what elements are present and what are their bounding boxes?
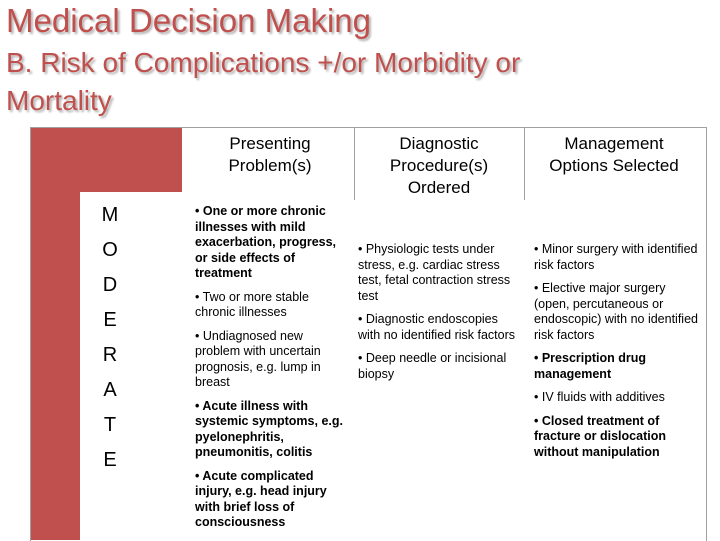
level-letter: E [103, 309, 117, 331]
header-line: Procedure(s) [389, 156, 489, 175]
level-letter: T [103, 414, 117, 436]
list-item: • One or more chronic illnesses with mild exacerbation, progress, or side effects of treatment [195, 204, 337, 280]
header-line: Options Selected [549, 156, 679, 175]
header-line: Problem(s) [228, 156, 312, 175]
header-presenting-problems [186, 133, 354, 177]
list-item: • Deep needle or incisional biopsy [358, 351, 507, 381]
header-management-options [524, 133, 704, 177]
level-letter: D [102, 274, 118, 296]
level-letter: A [103, 379, 117, 401]
level-letter: M [101, 204, 119, 226]
list-item: • Physiologic tests under stress, e.g. cardiac stress test, fetal contraction stress test [358, 242, 511, 303]
list-item: • IV fluids with additives [534, 390, 665, 404]
list-item: • Acute illness with systemic symptoms, e.g. pyelonephritis, pneumonitis, colitis [195, 398, 343, 459]
presenting-problems-list [195, 204, 347, 539]
header-line: Diagnostic [399, 134, 479, 153]
header-line: Management [564, 134, 664, 153]
list-item: • Closed treatment of fracture or dislocation without manipulation [534, 413, 666, 459]
level-letter: E [103, 449, 117, 471]
list-item: • Prescription drug management [534, 351, 647, 381]
diagnostic-procedures-list [358, 242, 520, 390]
level-label-moderate [92, 198, 128, 478]
list-item: • Two or more stable chronic illnesses [195, 289, 309, 319]
level-letter: O [102, 239, 118, 261]
list-item: • Undiagnosed new problem with uncertain prognosis, e.g. lump in breast [195, 328, 321, 389]
slide-subtitle-line1: B. Risk of Complications +/or Morbidity or [6, 47, 521, 78]
header-line: Ordered [407, 178, 471, 197]
level-letter: R [102, 344, 118, 366]
list-item: • Acute complicated injury, e.g. head injury with brief loss of consciousness [195, 468, 327, 529]
slide-title: Medical Decision Making [6, 2, 371, 39]
list-item: • Diagnostic endoscopies with no identified risk factors [358, 312, 516, 342]
list-item: • Elective major surgery (open, percutaneous or endoscopic) with no identified risk factors [534, 281, 698, 342]
list-item: • Minor surgery with identified risk factors [534, 242, 698, 272]
slide-subtitle-line2: Mortality [6, 85, 112, 116]
management-options-list [534, 242, 699, 468]
header-line: Presenting [229, 134, 311, 153]
header-diagnostic-procedures [354, 133, 524, 199]
